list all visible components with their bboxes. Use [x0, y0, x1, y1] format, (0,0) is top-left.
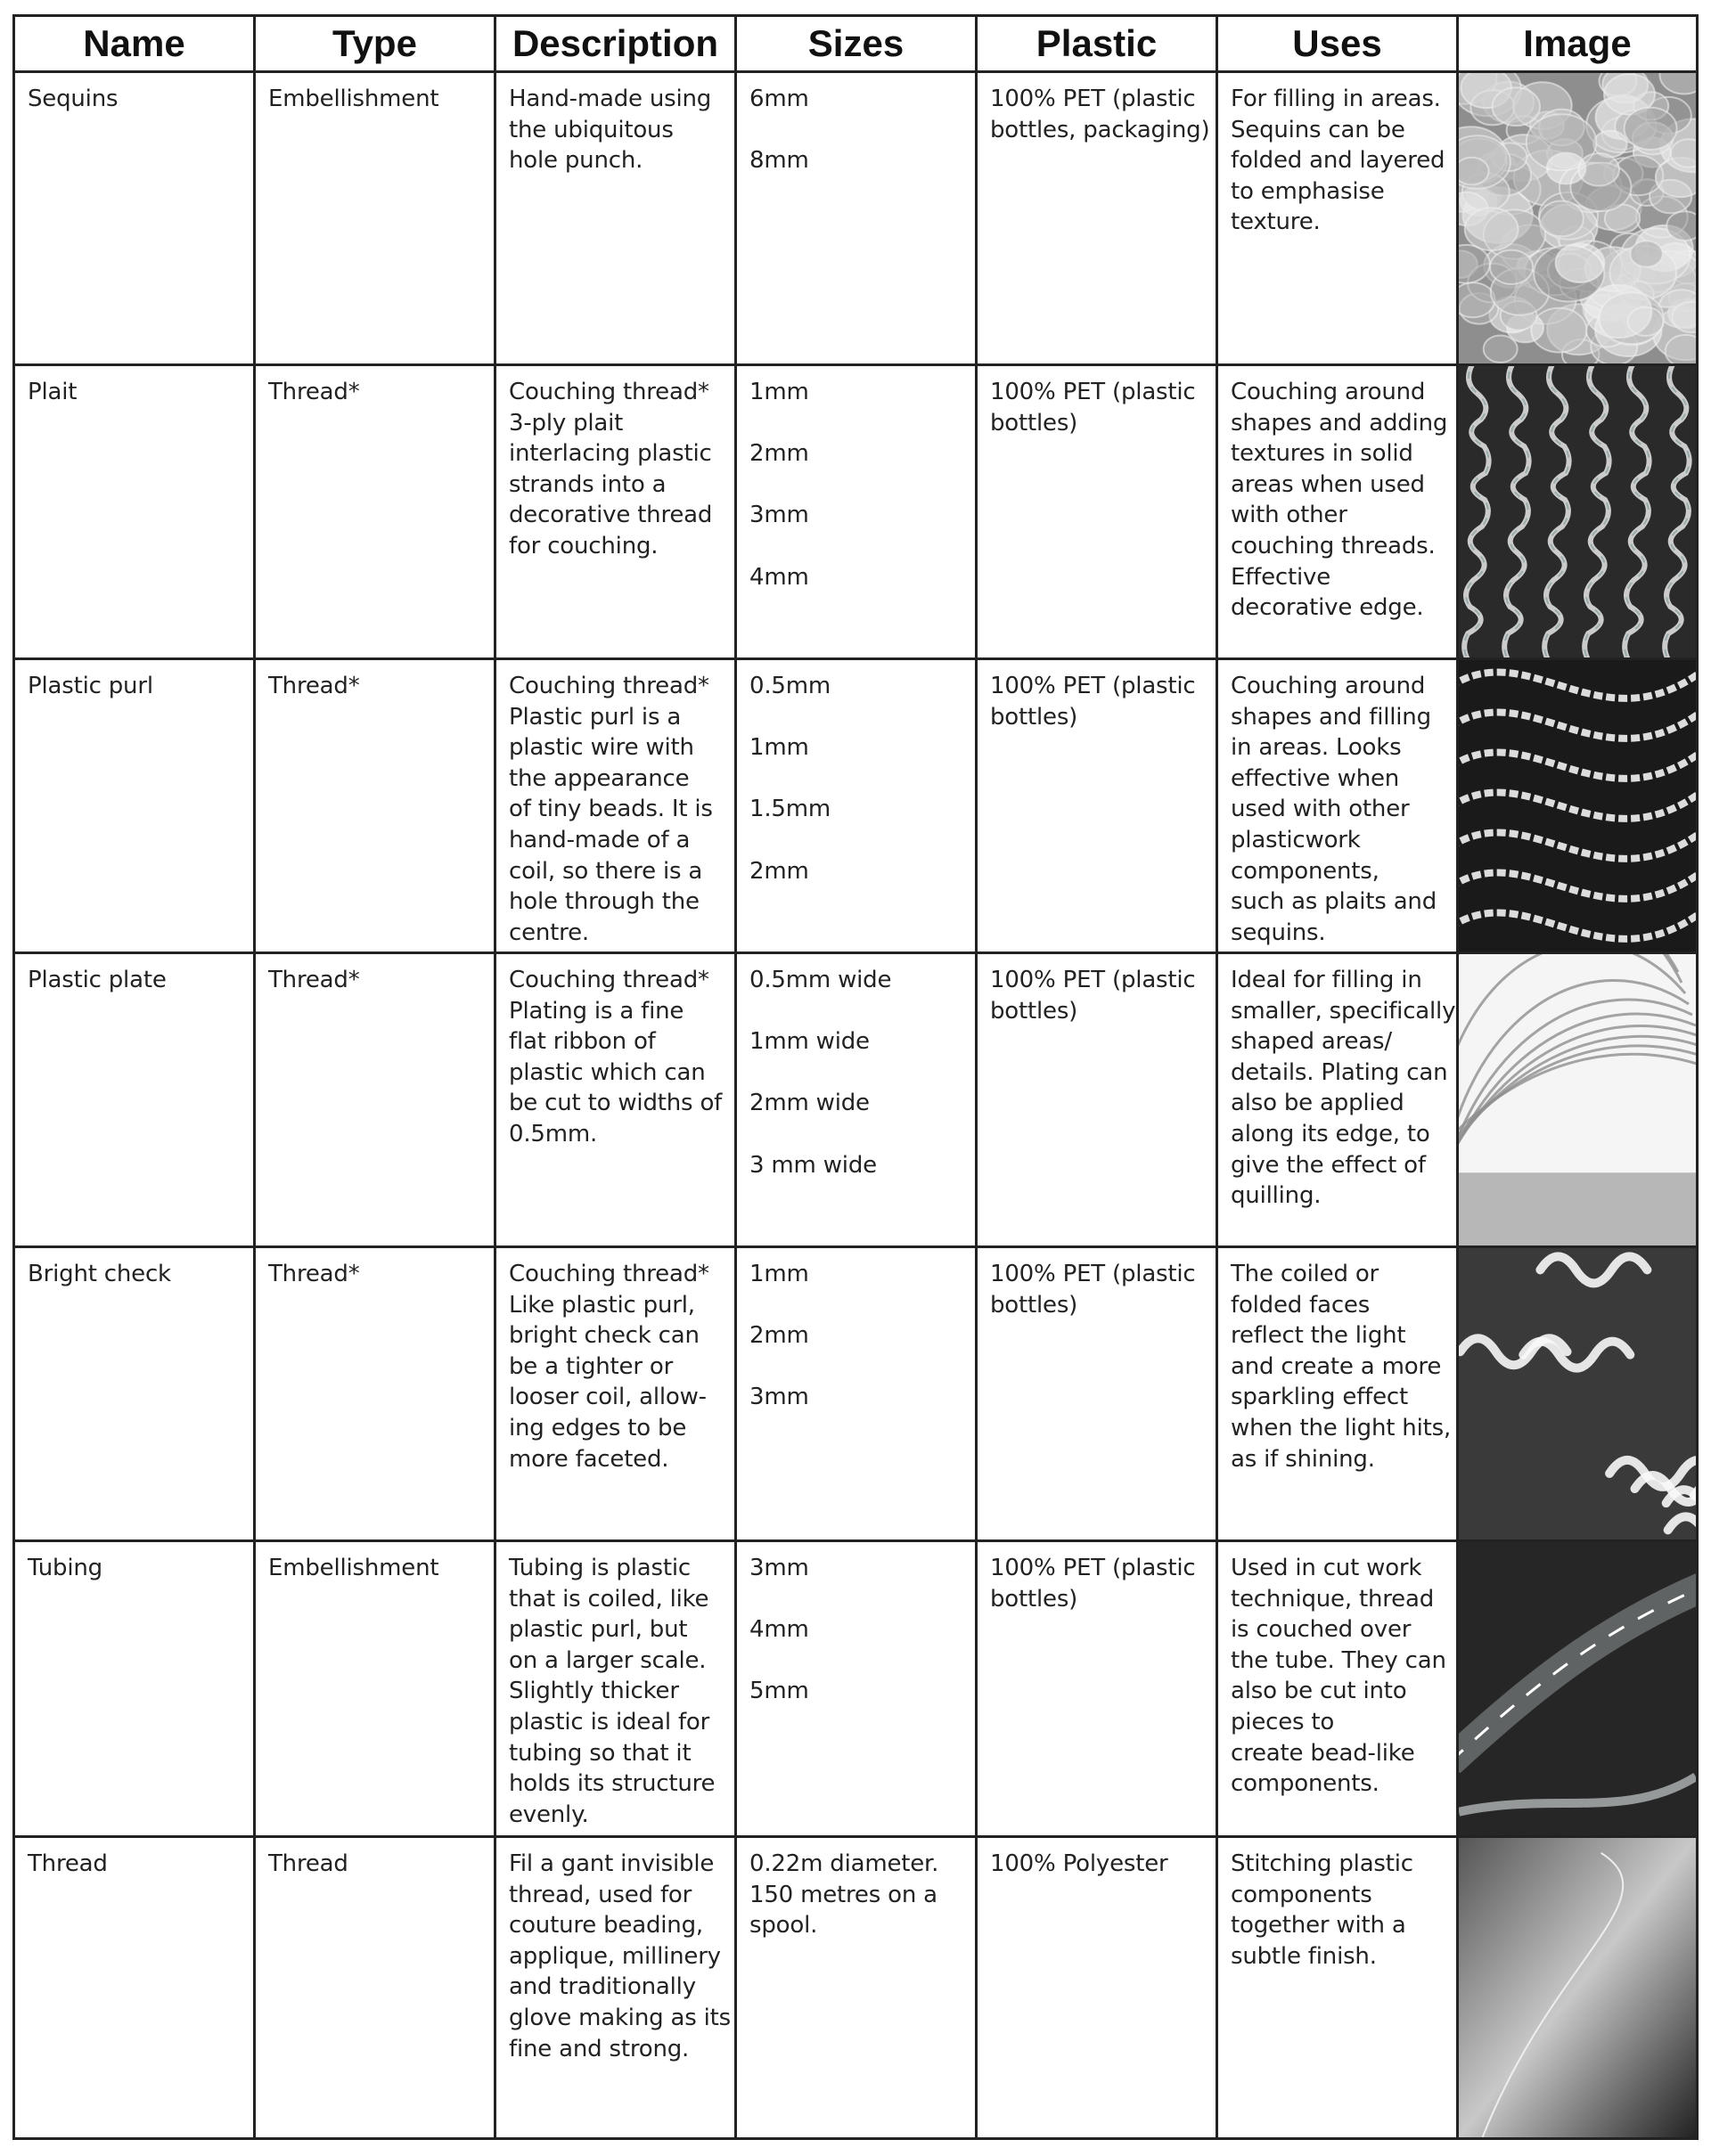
cell-description-text: Tubing is plastic that is coiled, like plastic purl, but on a larger scale. Slightly thicker plastic is ideal for tubing so that it holds its structure evenly.	[509, 1555, 716, 1828]
cell-description	[496, 1248, 737, 1542]
sizes-list	[749, 1259, 975, 1413]
cell-type	[256, 1542, 496, 1838]
size-item: 1mm	[749, 1261, 809, 1287]
size-item: 1.5mm	[749, 796, 831, 823]
size-item: 2mm	[749, 440, 809, 468]
cell-type	[256, 1248, 496, 1542]
cell-sizes	[737, 954, 978, 1248]
cell-name-text: Thread	[28, 1850, 108, 1877]
plait-photo	[1459, 366, 1699, 660]
cell-uses-text: The coiled or folded faces reflect the light and create a more sparkling effect when the light hits, as if shining.	[1231, 1261, 1452, 1473]
size-item: 0.5mm	[749, 673, 831, 699]
cell-type	[256, 366, 496, 660]
cell-uses-text: For filling in areas. Sequins can be folded and layered to emphasise texture.	[1231, 86, 1445, 236]
cell-plastic	[978, 1838, 1218, 2140]
cell-description	[496, 1838, 737, 2140]
cell-description	[496, 1542, 737, 1838]
sizes-list	[749, 1553, 975, 1707]
header-sizes: Sizes	[737, 17, 978, 73]
cell-uses	[1218, 73, 1459, 366]
cell-plastic	[978, 1542, 1218, 1838]
cell-description-text: Hand-made using the ubiquitous hole punch.	[509, 86, 712, 175]
cell-uses-text: Stitching plastic components together with a subtle finish.	[1231, 1850, 1413, 1970]
cell-name	[15, 1248, 256, 1542]
size-item: 3 mm wide	[749, 1151, 877, 1179]
cell-type	[256, 1838, 496, 2140]
table-row	[15, 660, 1699, 954]
cell-description-text: Couching thread* Like plastic purl, bright check can be a tighter or looser coil, allow- ing edges to be more faceted.	[509, 1261, 709, 1473]
tubing-photo	[1459, 1542, 1699, 1838]
cell-plastic	[978, 954, 1218, 1248]
cell-name-text: Bright check	[28, 1261, 171, 1287]
sizes-list	[749, 1849, 975, 1941]
size-item: 6mm	[749, 86, 809, 112]
size-item: 0.22m diameter. 150 metres on a spool.	[749, 1850, 939, 1940]
cell-description-text: Couching thread* Plating is a fine flat ribbon of plastic which can be cut to widths of 0.5mm.	[509, 967, 723, 1147]
cell-uses-text: Couching around shapes and filling in areas. Looks effective when used with other plasticwork components, such as plaits and sequins.	[1231, 673, 1437, 946]
cell-uses	[1218, 1542, 1459, 1838]
cell-plastic-text: 100% PET (plastic bottles)	[990, 1261, 1196, 1319]
size-item: 2mm	[749, 1322, 809, 1350]
size-item: 8mm	[749, 147, 809, 175]
cell-type-text: Thread	[268, 1850, 348, 1877]
cell-type	[256, 954, 496, 1248]
cell-plastic	[978, 366, 1218, 660]
size-item: 4mm	[749, 563, 809, 591]
cell-type	[256, 73, 496, 366]
cell-uses	[1218, 366, 1459, 660]
cell-plastic-text: 100% PET (plastic bottles, packaging)	[990, 86, 1210, 143]
cell-uses-text: Used in cut work technique, thread is couched over the tube. They can also be cut into pieces to create bead-like components.	[1231, 1555, 1446, 1798]
plate-photo	[1459, 954, 1699, 1248]
cell-name	[15, 366, 256, 660]
sizes-list	[749, 84, 975, 176]
cell-name	[15, 1542, 256, 1838]
cell-uses	[1218, 954, 1459, 1248]
header-plastic: Plastic	[978, 17, 1218, 73]
cell-description	[496, 366, 737, 660]
header-row	[15, 17, 1699, 73]
cell-uses	[1218, 1248, 1459, 1542]
header-type: Type	[256, 17, 496, 73]
size-item: 3mm	[749, 502, 809, 529]
size-item: 3mm	[749, 1384, 809, 1411]
sequins-photo	[1459, 73, 1699, 366]
cell-description-text: Couching thread* Plastic purl is a plastic wire with the appearance of tiny beads. It is hand-made of a coil, so there is a hole through the centre.	[509, 673, 713, 946]
cell-description	[496, 660, 737, 954]
table-row	[15, 954, 1699, 1248]
cell-name-text: Sequins	[28, 86, 119, 112]
cell-plastic-text: 100% PET (plastic bottles)	[990, 673, 1196, 731]
cell-sizes	[737, 660, 978, 954]
cell-plastic-text: 100% PET (plastic bottles)	[990, 967, 1196, 1025]
cell-name-text: Tubing	[28, 1555, 102, 1581]
cell-name-text: Plait	[28, 379, 78, 405]
purl-photo	[1459, 660, 1699, 954]
cell-type-text: Embellishment	[268, 86, 439, 112]
cell-uses	[1218, 1838, 1459, 2140]
size-item: 5mm	[749, 1678, 809, 1705]
cell-type	[256, 660, 496, 954]
cell-name	[15, 954, 256, 1248]
cell-plastic-text: 100% PET (plastic bottles)	[990, 379, 1196, 437]
cell-type-text: Thread*	[268, 673, 360, 699]
cell-plastic-text: 100% PET (plastic bottles)	[990, 1555, 1196, 1613]
cell-sizes	[737, 1248, 978, 1542]
size-item: 1mm	[749, 379, 809, 405]
cell-type-text: Thread*	[268, 1261, 360, 1287]
size-item: 1mm	[749, 734, 809, 762]
table-row	[15, 1838, 1699, 2140]
cell-uses	[1218, 660, 1459, 954]
cell-type-text: Thread*	[268, 967, 360, 993]
size-item: 0.5mm wide	[749, 967, 892, 993]
header-image: Image	[1459, 17, 1699, 73]
sizes-list	[749, 671, 975, 886]
cell-name	[15, 1838, 256, 2140]
cell-description-text: Couching thread* 3-ply plait interlacing plastic strands into a decorative thread for couching.	[509, 379, 713, 559]
cell-name-text: Plastic purl	[28, 673, 153, 699]
size-item: 3mm	[749, 1555, 809, 1581]
cell-name	[15, 660, 256, 954]
thread-photo	[1459, 1838, 1699, 2140]
cell-description	[496, 954, 737, 1248]
cell-type-text: Embellishment	[268, 1555, 439, 1581]
cell-plastic-text: 100% Polyester	[990, 1850, 1168, 1877]
header-name: Name	[15, 17, 256, 73]
header-uses: Uses	[1218, 17, 1459, 73]
size-item: 2mm wide	[749, 1090, 870, 1117]
cell-plastic	[978, 660, 1218, 954]
cell-plastic	[978, 73, 1218, 366]
header-description: Description	[496, 17, 737, 73]
materials-table	[12, 14, 1699, 2140]
cell-name-text: Plastic plate	[28, 967, 167, 993]
cell-description-text: Fil a gant invisible thread, used for couture beading, applique, millinery and traditionally glove making as its fine and strong.	[509, 1850, 731, 2062]
cell-type-text: Thread*	[268, 379, 360, 405]
size-item: 1mm wide	[749, 1028, 870, 1056]
bright-check-photo	[1459, 1248, 1699, 1542]
sizes-list	[749, 965, 975, 1180]
size-item: 2mm	[749, 857, 809, 885]
table-row	[15, 1248, 1699, 1542]
cell-sizes	[737, 1542, 978, 1838]
cell-name	[15, 73, 256, 366]
cell-sizes	[737, 366, 978, 660]
table-row	[15, 1542, 1699, 1838]
cell-uses-text: Couching around shapes and adding textures in solid areas when used with other couching threads. Effective decorative edge.	[1231, 379, 1448, 622]
cell-plastic	[978, 1248, 1218, 1542]
table-row	[15, 73, 1699, 366]
sizes-list	[749, 377, 975, 592]
size-item: 4mm	[749, 1616, 809, 1644]
cell-sizes	[737, 73, 978, 366]
table-row	[15, 366, 1699, 660]
cell-uses-text: Ideal for filling in smaller, specifically shaped areas/ details. Plating can also be applied along its edge, to give the effect of quilling.	[1231, 967, 1456, 1210]
cell-sizes	[737, 1838, 978, 2140]
cell-description	[496, 73, 737, 366]
